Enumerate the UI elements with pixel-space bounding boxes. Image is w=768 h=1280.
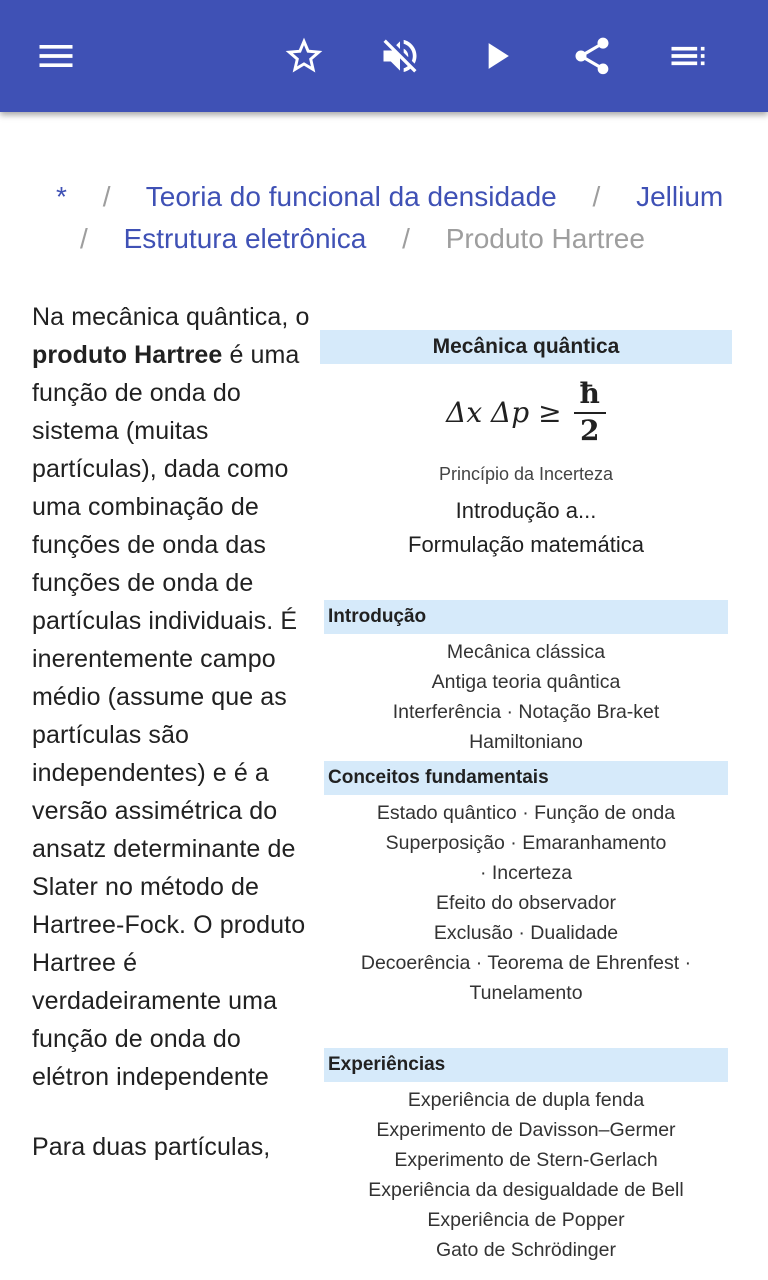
section-link[interactable]: Experimento de Davisson–Germer — [376, 1119, 676, 1141]
formula-lhs: Δx Δp ≥ — [446, 395, 562, 429]
play-button[interactable] — [460, 20, 532, 92]
article-body — [32, 298, 317, 1198]
section-links — [324, 795, 728, 1012]
uncertainty-formula — [320, 364, 732, 460]
app-bar — [0, 0, 768, 112]
volume-off-icon — [378, 34, 422, 78]
breadcrumb-root[interactable]: * — [56, 181, 67, 212]
section-link[interactable]: Antiga teoria quântica — [431, 671, 621, 693]
formula-numerator: ħ — [574, 377, 606, 414]
link-formulation[interactable]: Formulação matemática — [408, 532, 644, 557]
breadcrumb — [40, 176, 730, 260]
section-fundamental — [324, 761, 728, 1012]
section-link[interactable]: Gato de Schrödinger — [436, 1239, 616, 1261]
section-links — [324, 634, 728, 761]
article-term: produto Hartree — [32, 341, 223, 369]
section-title: Conceitos fundamentais — [324, 761, 728, 795]
section-title: Introdução — [324, 600, 728, 634]
infobox-title: Mecânica quântica — [320, 330, 732, 364]
link-intro[interactable]: Introdução a... — [455, 498, 597, 523]
formula-caption: Princípio da Incerteza — [438, 464, 614, 484]
bookmark-button[interactable] — [268, 20, 340, 92]
menu-icon — [34, 34, 78, 78]
toc-button[interactable] — [652, 20, 724, 92]
section-link[interactable]: Superposição · Emaranhamento — [385, 832, 667, 854]
breadcrumb-separator: / — [402, 223, 410, 254]
breadcrumb-item-dft[interactable]: Teoria do funcional da densidade — [145, 181, 557, 212]
breadcrumb-current: Produto Hartree — [445, 223, 645, 254]
article-paragraph — [32, 298, 317, 1096]
article-paragraph: Para duas partículas, — [32, 1133, 271, 1161]
breadcrumb-separator: / — [80, 223, 88, 254]
section-title: Experiências — [324, 1048, 728, 1082]
menu-button[interactable] — [20, 20, 92, 92]
breadcrumb-item-jellium[interactable]: Jellium — [636, 181, 724, 212]
section-link[interactable]: Experiência de Popper — [427, 1209, 625, 1231]
toc-icon — [666, 34, 710, 78]
section-link[interactable]: Tunelamento — [469, 982, 583, 1004]
section-links — [324, 1082, 728, 1269]
section-intro — [324, 600, 728, 761]
section-experiments — [324, 1048, 728, 1269]
article-text: Na mecânica quântica, o — [32, 303, 310, 331]
section-link[interactable]: Experimento de Stern-Gerlach — [394, 1149, 658, 1171]
section-link[interactable]: Estado quântico · Função de onda — [376, 802, 676, 824]
breadcrumb-separator: / — [592, 181, 601, 212]
section-link[interactable]: Decoerência · Teorema de Ehrenfest · — [360, 952, 692, 974]
section-link[interactable]: Efeito do observador — [436, 892, 616, 914]
section-link[interactable]: Experiência de dupla fenda — [407, 1089, 645, 1111]
play-icon — [474, 34, 518, 78]
breadcrumb-separator: / — [102, 181, 111, 212]
star-icon — [282, 34, 326, 78]
breadcrumb-item-electronic-structure[interactable]: Estrutura eletrônica — [123, 223, 367, 254]
section-link[interactable]: Mecânica clássica — [446, 641, 606, 663]
section-link[interactable]: Exclusão · Dualidade — [433, 922, 619, 944]
formula-denominator: 2 — [579, 414, 600, 447]
share-icon — [570, 34, 614, 78]
section-link[interactable]: Interferência · Notação Bra-ket — [392, 701, 660, 723]
article-text: é uma função de onda do sistema (muitas partículas), dada como uma combinação de funções de onda das funções de onda de partículas individuais. É inerentemente campo médio (assume que as partículas são independentes) e é a versão assimétrica do ansatz determinante de Slater no método de Hartree-Fock. O produto Hartree é verdadeiramente uma função de onda do elétron independente — [32, 341, 306, 1091]
section-link[interactable]: · Incerteza — [479, 862, 573, 884]
share-button[interactable] — [556, 20, 628, 92]
section-link[interactable]: Experiência da desigualdade de Bell — [368, 1179, 684, 1201]
mute-button[interactable] — [364, 20, 436, 92]
infobox — [320, 330, 732, 1269]
formula-fraction — [574, 377, 606, 447]
section-link[interactable]: Hamiltoniano — [469, 731, 583, 753]
